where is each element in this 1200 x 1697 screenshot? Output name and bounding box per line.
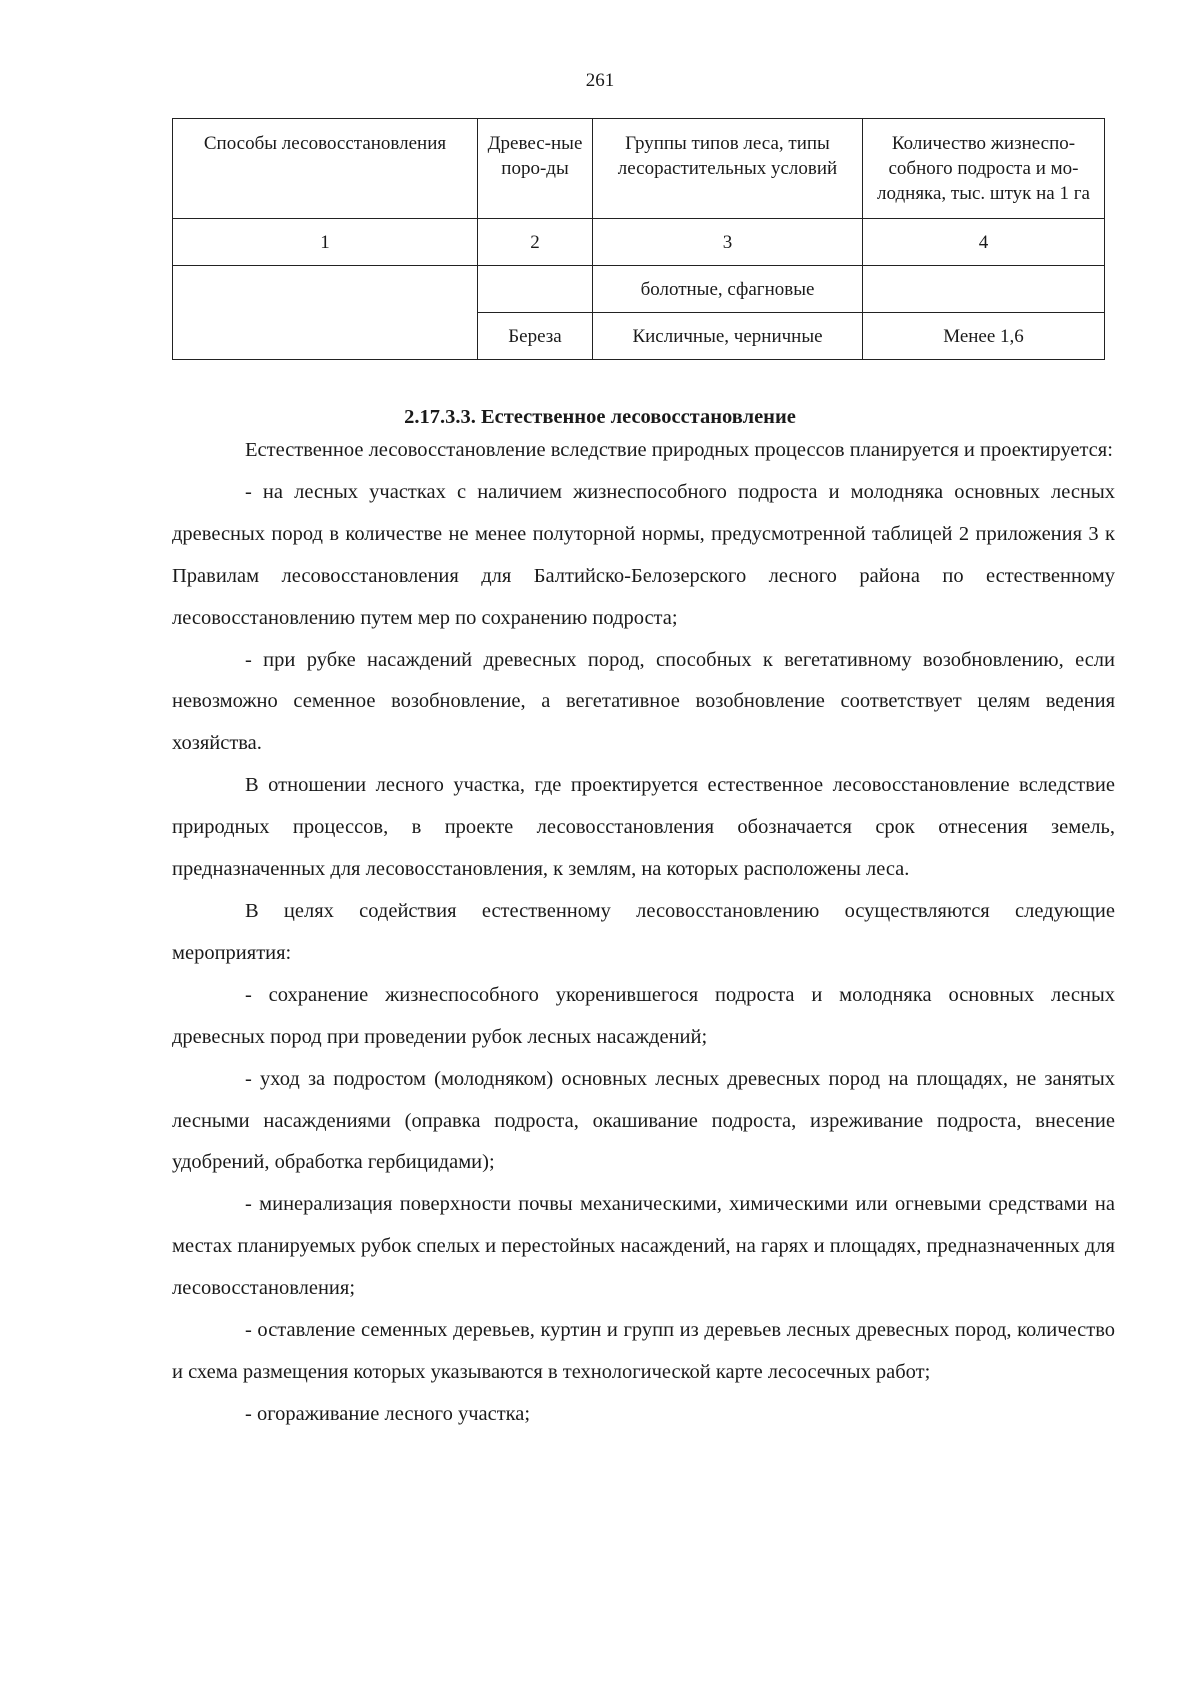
header-species: Древес-ные поро-ды bbox=[478, 119, 593, 219]
page-number: 261 bbox=[585, 70, 615, 91]
column-number: 1 bbox=[173, 219, 478, 266]
table-cell-species: Береза bbox=[478, 313, 593, 360]
paragraph: В отношении лесного участка, где проектируется естественное лесовосстановление вследствие природных процессов, в проекте лесовосстановления обозначается срок отнесения земель, предназначенных для лесовосстановления, к землям, на которых расположены леса. bbox=[172, 774, 1115, 881]
header-quantity: Количество жизнеспо-собного подроста и мо-лодняка, тыс. штук на 1 га bbox=[863, 119, 1105, 219]
table-cell-method bbox=[173, 266, 478, 360]
reforestation-table bbox=[172, 118, 1105, 360]
column-number: 3 bbox=[593, 219, 863, 266]
table-column-numbers-row bbox=[173, 219, 1105, 266]
paragraph: - сохранение жизнеспособного укоренившегося подроста и молодняка основных лесных древесных пород при проведении рубок лесных насаждений; bbox=[172, 983, 1115, 1048]
table-cell-species bbox=[478, 266, 593, 313]
paragraph: - минерализация поверхности почвы механическими, химическими или огневыми средствами на местах планируемых рубок спелых и перестойных насаждений, на гарях и площадях, предназначенных для лесовосстановления; bbox=[172, 1193, 1115, 1300]
paragraph: - огораживание лесного участка; bbox=[245, 1402, 531, 1425]
paragraph: - при рубке насаждений древесных пород, способных к вегетативному возобновлению, если невозможно семенное возобновление, а вегетативное возобновление соответствует целям ведения хозяйства. bbox=[172, 648, 1115, 755]
paragraph: Естественное лесовосстановление вследствие природных процессов планируется и проектируется: bbox=[245, 439, 1113, 461]
paragraph: - оставление семенных деревьев, куртин и групп из деревьев лесных древесных пород, количество и схема размещения которых указываются в технологической карте лесосечных работ; bbox=[172, 1319, 1115, 1383]
table-cell-forest-type: болотные, сфагновые bbox=[593, 266, 863, 313]
paragraph: - на лесных участках с наличием жизнеспособного подроста и молодняка основных лесных древесных пород в количестве не менее полуторной нормы, предусмотренной таблицей 2 приложения 3 к Правилам лесовосстановления для Балтийско-Белозерского лесного района по естественному лесовосстановлению путем мер по сохранению подроста; bbox=[172, 480, 1115, 629]
paragraph: В целях содействия естественному лесовосстановлению осуществляются следующие мероприятия: bbox=[172, 899, 1115, 964]
table-header-row bbox=[173, 119, 1105, 219]
table-cell-quantity bbox=[863, 266, 1105, 313]
paragraph: - уход за подростом (молодняком) основных лесных древесных пород на площадях, не занятых лесными насаждениями (оправка подроста, окашивание подроста, изреживание подроста, внесение удобрений, обработка гербицидами); bbox=[172, 1067, 1115, 1174]
section-body bbox=[172, 430, 1115, 1436]
header-forest-types: Группы типов леса, типы лесорастительных условий bbox=[593, 119, 863, 219]
column-number: 4 bbox=[863, 219, 1105, 266]
section-heading: 2.17.3.3. Естественное лесовосстановление bbox=[404, 406, 796, 428]
column-number: 2 bbox=[478, 219, 593, 266]
table-row bbox=[173, 266, 1105, 313]
header-methods: Способы лесовосстановления bbox=[173, 119, 478, 219]
table-cell-forest-type: Кисличные, черничные bbox=[593, 313, 863, 360]
table-cell-quantity: Менее 1,6 bbox=[863, 313, 1105, 360]
